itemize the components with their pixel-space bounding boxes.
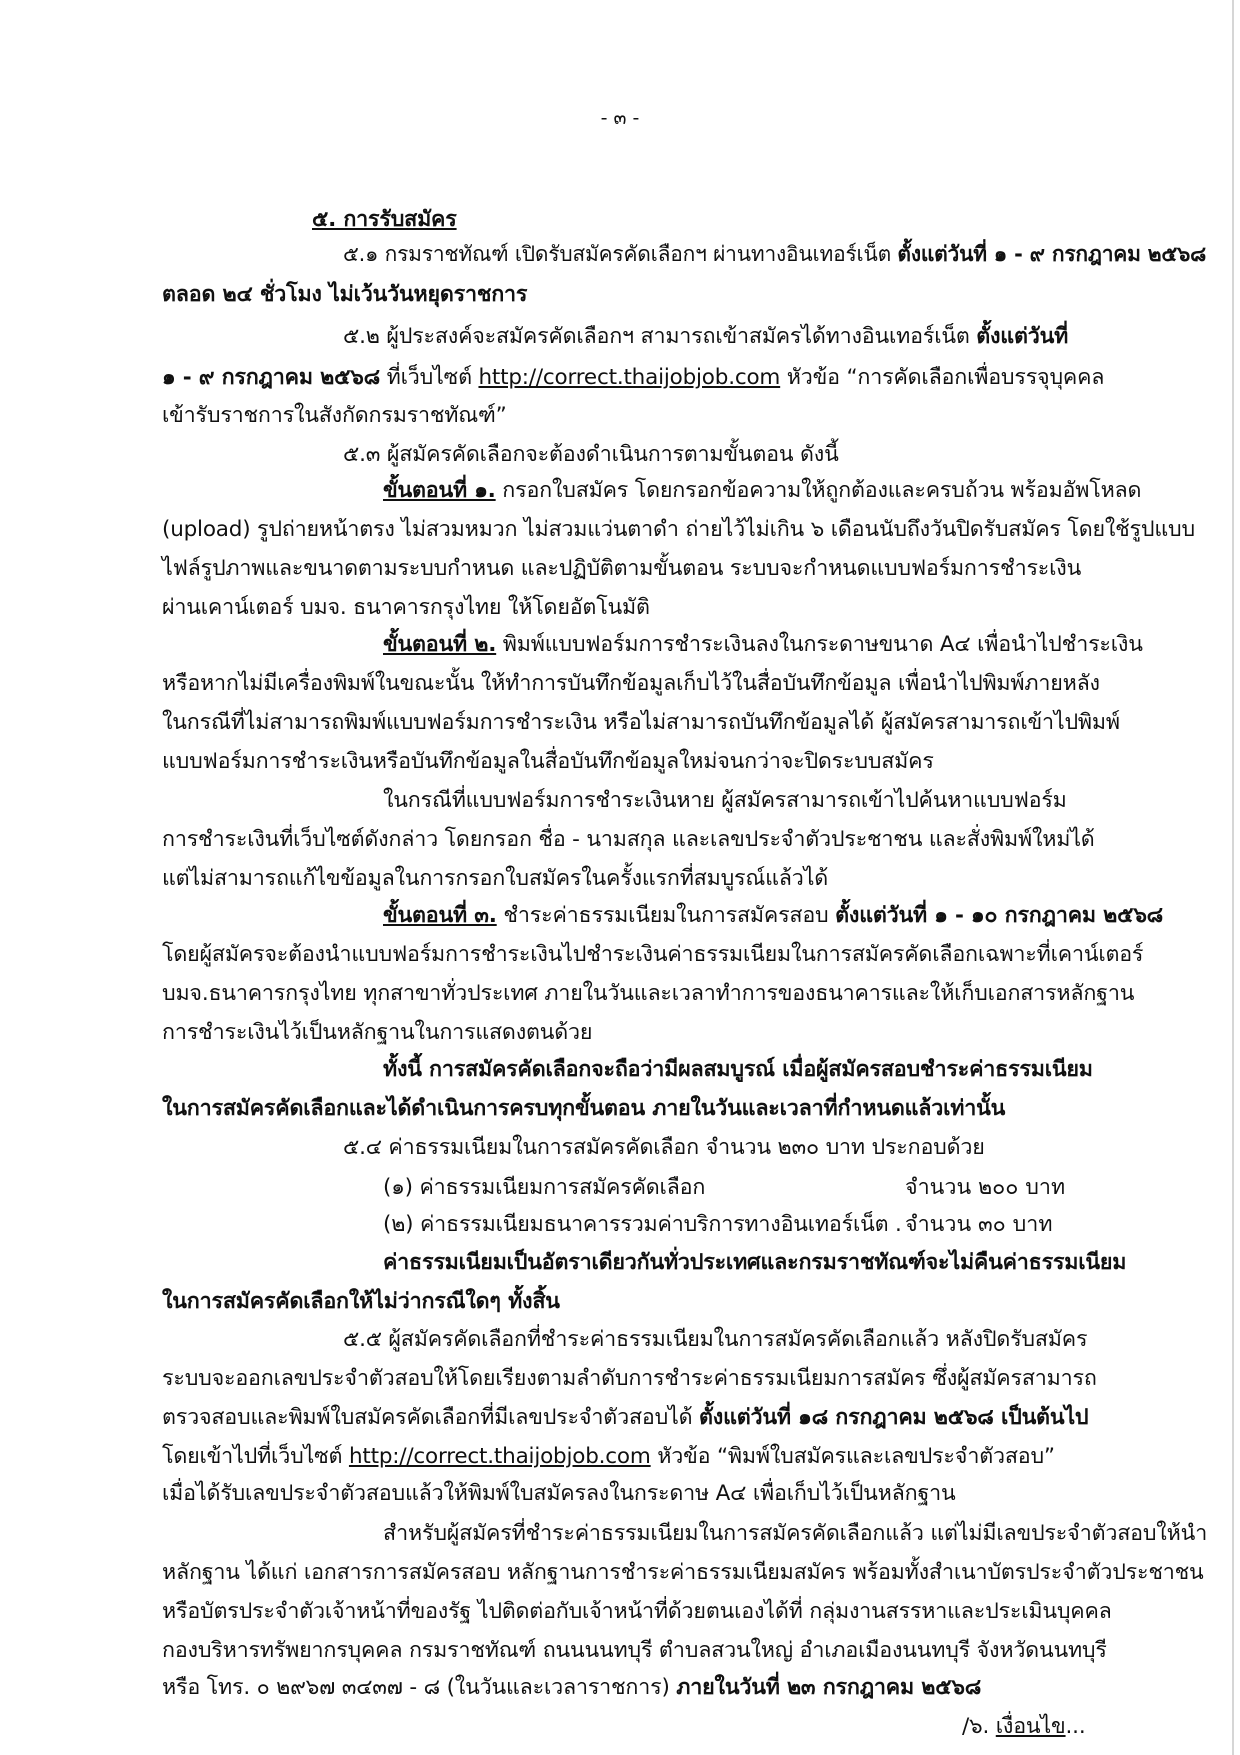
step1-text: กรอกใบสมัคร โดยกรอกข้อความให้ถูกต้องและครบถ้วน พร้อมอัพโหลด	[495, 478, 1142, 503]
lost-form-line1: ในกรณีที่แบบฟอร์มการชำระเงินหาย ผู้สมัครสามารถเข้าไปค้นหาแบบฟอร์ม	[383, 788, 1067, 813]
section-heading: ๕. การรับสมัคร	[312, 207, 457, 232]
completion-note-line1: ทั้งนี้ การสมัครคัดเลือกจะถือว่ามีผลสมบูรณ์ เมื่อผู้สมัครสอบชำระค่าธรรมเนียม	[383, 1057, 1093, 1082]
p52-date: ๑ - ๙ กรกฎาคม ๒๕๖๘	[162, 365, 380, 390]
step1-line2: (upload) รูปถ่ายหน้าตรง ไม่สวมหมวก ไม่สวมแว่นตาดำ ถ่ายไว้ไม่เกิน ๖ เดือนนับถึงวันปิดรับสมัคร โดยใช้รูปแบบ	[162, 517, 1195, 542]
p52-tail: หัวข้อ “การคัดเลือกเพื่อบรรจุบุคคล	[780, 365, 1105, 390]
p52-lead: ๕.๒ ผู้ประสงค์จะสมัครคัดเลือกฯ สามารถเข้าสมัครได้ทางอินเทอร์เน็ต	[343, 324, 977, 349]
p52-mid: ที่เว็บไซต์	[379, 365, 479, 390]
paragraph-5-1-line1	[343, 239, 1206, 269]
paragraph-5-3-lead: ๕.๓ ผู้สมัครคัดเลือกจะต้องดำเนินการตามขั้นตอน ดังนี้	[343, 442, 839, 467]
step2-line4: แบบฟอร์มการชำระเงินหรือบันทึกข้อมูลในสื่อบันทึกข้อมูลใหม่จนกว่าจะปิดระบบสมัคร	[162, 749, 934, 774]
missing-id-line1: สำหรับผู้สมัครที่ชำระค่าธรรมเนียมในการสมัครคัดเลือกแล้ว แต่ไม่มีเลขประจำตัวสอบให้นำ	[383, 1521, 1208, 1546]
website-link[interactable]: http://correct.thaijobjob.com	[478, 365, 781, 390]
fee-note-line1: ค่าธรรมเนียมเป็นอัตราเดียวกันทั่วประเทศและกรมราชทัณฑ์จะไม่คืนค่าธรรมเนียม	[383, 1250, 1127, 1275]
paragraph-5-2-line1	[343, 322, 1068, 352]
fee-item-1-label: (๑) ค่าธรรมเนียมการสมัครคัดเลือก	[383, 1175, 706, 1200]
step3-label: ขั้นตอนที่ ๓.	[383, 903, 497, 928]
completion-note-line2: ในการสมัครคัดเลือกและได้ดำเนินการครบทุกขั้นตอน ภายในวันและเวลาที่กำหนดแล้วเท่านั้น	[162, 1096, 1006, 1121]
step2-line2: หรือหากไม่มีเครื่องพิมพ์ในขณะนั้น ให้ทำการบันทึกข้อมูลเก็บไว้ในสื่อบันทึกข้อมูล เพื่อนำไปพิมพ์ภายหลัง	[162, 671, 1100, 696]
paragraph-5-5-line2: ระบบจะออกเลขประจำตัวสอบให้โดยเรียงตามลำดับการชำระค่าธรรมเนียมการสมัคร ซึ่งผู้สมัครสามารถ	[162, 1366, 1097, 1391]
m-l5-text: หรือ โทร. ๐ ๒๙๖๗ ๓๔๓๗ - ๘ (ในวันและเวลาราชการ)	[162, 1675, 677, 1700]
p55-l3-date: ตั้งแต่วันที่ ๑๘ กรกฎาคม ๒๕๖๘ เป็นต้นไป	[699, 1405, 1089, 1430]
next-page-prefix: /๖.	[962, 1714, 996, 1739]
paragraph-5-5-line4	[162, 1442, 1055, 1472]
p55-l3-text: ตรวจสอบและพิมพ์ใบสมัครคัดเลือกที่มีเลขประจำตัวสอบได้	[162, 1405, 700, 1430]
p52-date-start: ตั้งแต่วันที่	[976, 324, 1069, 349]
step3-text: ชำระค่าธรรมเนียมในการสมัครสอบ	[496, 903, 836, 928]
m-l5-deadline: ภายในวันที่ ๒๓ กรกฎาคม ๒๕๖๘	[676, 1675, 982, 1700]
paragraph-5-5-line1: ๕.๕ ผู้สมัครคัดเลือกที่ชำระค่าธรรมเนียมในการสมัครคัดเลือกแล้ว หลังปิดรับสมัคร	[343, 1327, 1088, 1352]
fee-note-line2: ในการสมัครคัดเลือกให้ไม่ว่ากรณีใดๆ ทั้งสิ้น	[162, 1289, 560, 1314]
missing-id-line5	[162, 1673, 981, 1703]
p51-date: ตั้งแต่วันที่ ๑ - ๙ กรกฎาคม ๒๕๖๘	[897, 242, 1207, 266]
step2-text: พิมพ์แบบฟอร์มการชำระเงินลงในกระดาษขนาด A๔ เพื่อนำไปชำระเงิน	[496, 632, 1143, 657]
step2-line1	[383, 630, 1143, 660]
p55-l4-tail: หัวข้อ “พิมพ์ใบสมัครและเลขประจำตัวสอบ”	[650, 1444, 1055, 1469]
step3-line2: โดยผู้สมัครจะต้องนำแบบฟอร์มการชำระเงินไปชำระเงินค่าธรรมเนียมในการสมัครคัดเลือกเฉพาะที่เคาน์เตอร์	[162, 942, 1144, 967]
missing-id-line3: หรือบัตรประจำตัวเจ้าหน้าที่ของรัฐ ไปติดต่อกับเจ้าหน้าที่ด้วยตนเองได้ที่ กลุ่มงานสรรหาและประเมินบุคคล	[162, 1599, 1112, 1624]
step2-label: ขั้นตอนที่ ๒.	[383, 632, 497, 657]
p51-lead: ๕.๑ กรมราชทัณฑ์ เปิดรับสมัครคัดเลือกฯ ผ่านทางอินเทอร์เน็ต	[343, 242, 898, 266]
paragraph-5-5-line5: เมื่อได้รับเลขประจำตัวสอบแล้วให้พิมพ์ใบสมัครลงในกระดาษ A๔ เพื่อเก็บไว้เป็นหลักฐาน	[162, 1481, 956, 1506]
step1-label: ขั้นตอนที่ ๑.	[383, 478, 496, 503]
missing-id-line2: หลักฐาน ได้แก่ เอกสารการสมัครสอบ หลักฐานการชำระค่าธรรมเนียมสมัคร พร้อมทั้งสำเนาบัตรประจำตัวประชาชน	[162, 1560, 1204, 1585]
fee-item-2-label: (๒) ค่าธรรมเนียมธนาคารรวมค่าบริการทางอินเทอร์เน็ต .	[383, 1212, 902, 1237]
paragraph-5-4-lead: ๕.๔ ค่าธรรมเนียมในการสมัครคัดเลือก จำนวน ๒๓๐ บาท ประกอบด้วย	[343, 1135, 985, 1160]
step1-line3: ไฟล์รูปภาพและขนาดตามระบบกำหนด และปฏิบัติตามขั้นตอน ระบบจะกำหนดแบบฟอร์มการชำระเงิน	[162, 556, 1082, 581]
step3-date: ตั้งแต่วันที่ ๑ - ๑๐ กรกฎาคม ๒๕๖๘	[835, 903, 1164, 928]
step3-line1	[383, 901, 1163, 931]
step2-line3: ในกรณีที่ไม่สามารถพิมพ์แบบฟอร์มการชำระเงิน หรือไม่สามารถบันทึกข้อมูลได้ ผู้สมัครสามารถเข้าไปพิมพ์	[162, 710, 1120, 735]
paragraph-5-1-line2: ตลอด ๒๔ ชั่วโมง ไม่เว้นวันหยุดราชการ	[162, 282, 528, 307]
page-edge-shadow	[1232, 0, 1234, 1755]
fee-item-2-amount: จำนวน ๓๐ บาท	[905, 1212, 1053, 1237]
website-link-2[interactable]: http://correct.thaijobjob.com	[348, 1444, 651, 1469]
lost-form-line2: การชำระเงินที่เว็บไซต์ดังกล่าว โดยกรอก ชื่อ - นามสกุล และเลขประจำตัวประชาชน และสั่งพิมพ์ใหม่ได้	[162, 827, 1095, 852]
paragraph-5-2-line2	[162, 363, 1104, 393]
missing-id-line4: กองบริหารทรัพยากรบุคคล กรมราชทัณฑ์ ถนนนนทบุรี ตำบลสวนใหญ่ อำเภอเมืองนนทบุรี จังหวัดนนทบุรี	[162, 1638, 1107, 1663]
next-page-pointer	[962, 1712, 1085, 1742]
step1-line1	[383, 476, 1141, 506]
paragraph-5-2-line3: เข้ารับราชการในสังกัดกรมราชทัณฑ์”	[162, 403, 507, 428]
step3-line4: การชำระเงินไว้เป็นหลักฐานในการแสดงตนด้วย	[162, 1020, 593, 1045]
p55-l4-text: โดยเข้าไปที่เว็บไซต์	[162, 1444, 349, 1469]
step1-line4: ผ่านเคาน์เตอร์ บมจ. ธนาคารกรุงไทย ให้โดยอัตโนมัติ	[162, 595, 650, 620]
fee-item-1-amount: จำนวน ๒๐๐ บาท	[905, 1175, 1066, 1200]
page-number: - ๓ -	[600, 107, 640, 129]
step3-line3: บมจ.ธนาคารกรุงไทย ทุกสาขาทั่วประเทศ ภายในวันและเวลาทำการของธนาคารและให้เก็บเอกสารหลักฐาน	[162, 981, 1135, 1006]
next-page-suffix: ...	[1065, 1714, 1086, 1739]
paragraph-5-5-line3	[162, 1403, 1088, 1433]
lost-form-line3: แต่ไม่สามารถแก้ไขข้อมูลในการกรอกใบสมัครในครั้งแรกที่สมบูรณ์แล้วได้	[162, 866, 828, 891]
next-page-label: เงื่อนไข	[995, 1714, 1066, 1739]
